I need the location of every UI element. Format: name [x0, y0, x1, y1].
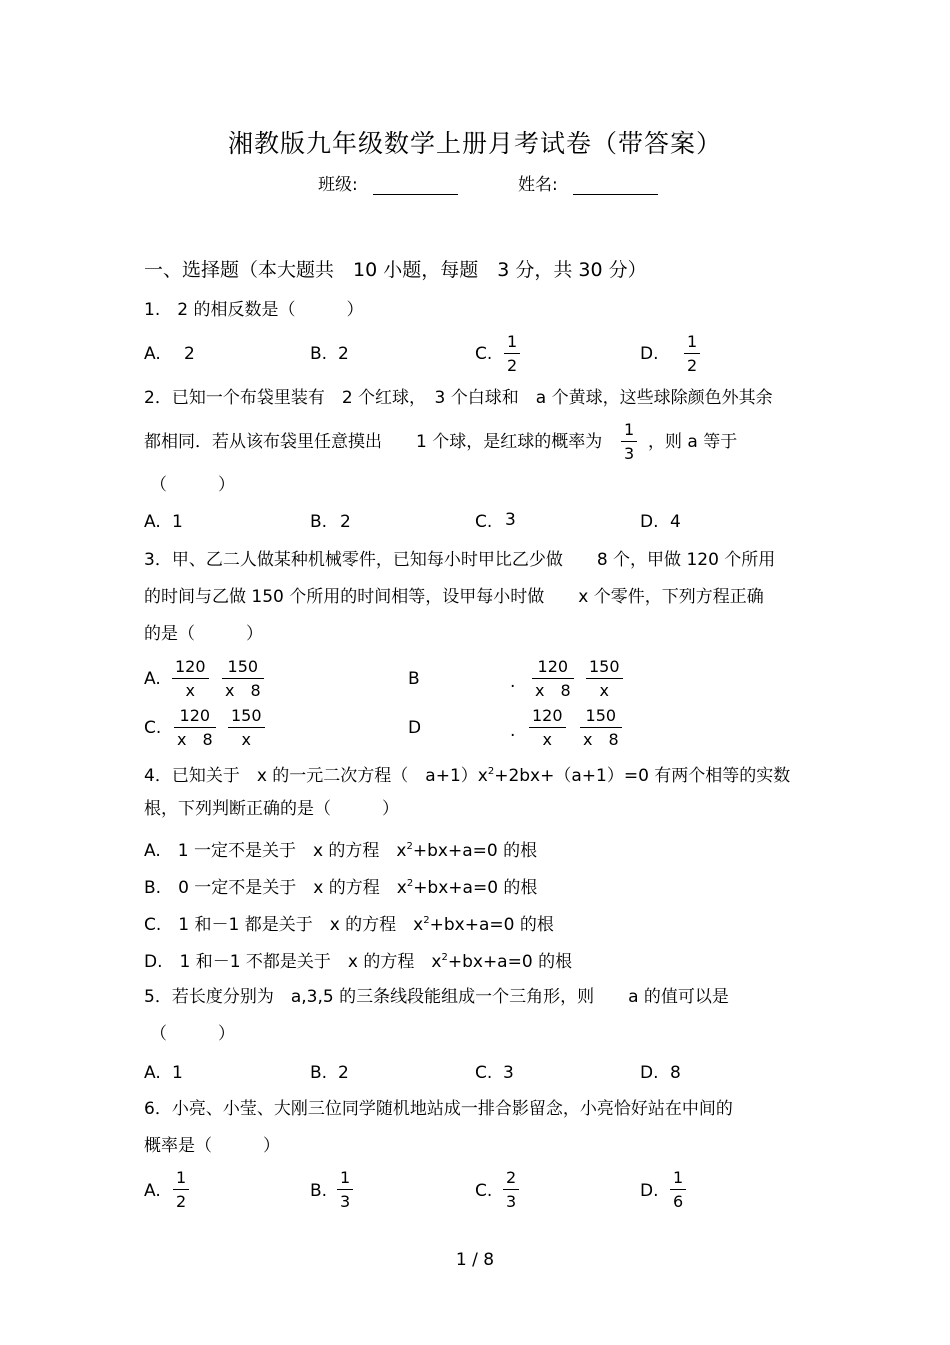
page-title: 湘教版九年级数学上册月考试卷（带答案） [227, 129, 722, 158]
option-text-cont: +bx+a=0 的根 [429, 915, 554, 935]
q2-line-2b: ，则 a 等于 [648, 432, 738, 452]
q5-line-2: （ ） [150, 1024, 235, 1044]
option-text: D. 1 和－1 不都是关于 x 的方程 x [144, 952, 442, 972]
q5-option-d-label: D. [640, 1063, 659, 1083]
q6-option-d-fraction [670, 1169, 686, 1211]
fraction-denominator: x [599, 681, 609, 700]
q3-option-d-fraction-right [580, 707, 622, 749]
fraction-denominator: x 8 [177, 730, 213, 749]
fraction-denominator: 6 [673, 1192, 684, 1211]
option-text: C. 1 和－1 都是关于 x 的方程 x [144, 915, 424, 935]
fraction-numerator: 120 [175, 657, 206, 676]
class-blank [373, 180, 458, 195]
section-heading: 一、选择题（本大题共 10 小题，每题 3 分，共 30 分） [144, 259, 647, 281]
class-label: 班级: [318, 175, 358, 195]
fraction-numerator: 1 [624, 420, 635, 439]
q3-option-a-fraction-right [222, 658, 264, 700]
superscript: 2 [423, 915, 430, 926]
fraction-numerator: 1 [673, 1168, 684, 1187]
q3-option-d-label: D [408, 718, 422, 738]
class-field [318, 175, 458, 195]
fraction-bar [670, 1189, 686, 1190]
q5-option-a-label: A. [144, 1063, 161, 1083]
q2-option-c-label: C. [475, 512, 493, 532]
superscript: 2 [406, 878, 414, 889]
q6-option-a-fraction [173, 1169, 189, 1211]
name-label: 姓名: [518, 175, 558, 195]
fraction-numerator: 1 [340, 1168, 351, 1187]
q6-option-c-label: C. [475, 1181, 493, 1201]
fraction-bar [337, 1189, 353, 1190]
fraction-denominator: 2 [507, 356, 518, 375]
fraction-bar [174, 727, 216, 728]
fraction-bar [586, 678, 623, 679]
q2-option-b-label: B. [310, 512, 328, 532]
fraction-numerator: 1 [176, 1168, 187, 1187]
q5-option-b-label: B. [310, 1063, 328, 1083]
q6-option-a-label: A. [144, 1181, 161, 1201]
q4-option-d [144, 948, 572, 972]
q5-line-1: 5．若长度分别为 a,3,5 的三条线段能组成一个三角形，则 a 的值可以是 [144, 987, 729, 1007]
fraction-numerator: 150 [231, 706, 262, 725]
option-text-cont: +bx+a=0 的根 [413, 878, 538, 898]
fraction-denominator: 2 [176, 1192, 187, 1211]
fraction-denominator: x 8 [535, 681, 571, 700]
q3-option-b-dot: . [510, 672, 516, 692]
q1-option-d-fraction [684, 333, 700, 375]
fraction-numerator: 120 [537, 657, 569, 676]
q2-option-a-label: A. [144, 512, 161, 532]
q5-option-c-label: C. [475, 1063, 493, 1083]
q3-option-c-fraction-right [228, 707, 265, 749]
q1-stem: 1. 2 的相反数是（ ） [144, 300, 364, 320]
q2-option-a: 1 [172, 512, 183, 532]
fraction-numerator: 150 [585, 706, 617, 725]
q5-option-b: 2 [338, 1063, 349, 1083]
q6-option-c-fraction [503, 1169, 519, 1211]
q1-option-d-label: D. [640, 344, 659, 364]
fraction-denominator: x [542, 730, 552, 749]
fraction-denominator: x [241, 730, 251, 749]
q2-option-d: 4 [670, 512, 681, 532]
fraction-bar [684, 353, 700, 354]
q2-line-1: 2．已知一个布袋里装有 2 个红球， 3 个白球和 a 个黄球，这些球除颜色外其余 [144, 388, 773, 408]
fraction-bar [621, 441, 637, 442]
q3-option-a-label: A. [144, 669, 161, 689]
q5-option-a: 1 [172, 1063, 183, 1083]
q4-line-1-text: 4．已知关于 x 的一元二次方程（ a+1）x [144, 766, 488, 786]
q5-option-c: 3 [503, 1063, 514, 1083]
q4-option-b [144, 874, 537, 898]
q2-option-c: 3 [505, 510, 516, 530]
q3-option-d-dot: . [510, 721, 516, 741]
fraction-numerator: 120 [179, 706, 211, 725]
q4-line-2: 根，下列判断正确的是（ ） [144, 799, 399, 819]
q3-option-a-fraction-left [172, 658, 209, 700]
q2-option-d-label: D. [640, 512, 659, 532]
q3-option-c-fraction-left [174, 707, 216, 749]
fraction-bar [529, 727, 566, 728]
fraction-numerator: 1 [507, 332, 518, 351]
q2-option-b: 2 [340, 512, 351, 532]
fraction-numerator: 150 [589, 657, 620, 676]
fraction-denominator: x 8 [583, 730, 619, 749]
fraction-bar [503, 1189, 519, 1190]
q4-line-1 [144, 762, 790, 786]
q3-line-1: 3．甲、乙二人做某种机械零件，已知每小时甲比乙少做 8 个，甲做 120 个所用 [144, 550, 776, 570]
q6-line-2: 概率是（ ） [144, 1136, 280, 1156]
q1-option-a: 2 [184, 344, 195, 364]
fraction-denominator: 3 [506, 1192, 517, 1211]
q2-line-2a: 都相同．若从该布袋里任意摸出 1 个球，是红球的概率为 [144, 432, 603, 452]
q1-option-b: 2 [338, 344, 349, 364]
page-number: 1 / 8 [455, 1250, 495, 1270]
q1-option-c-fraction [504, 333, 520, 375]
q4-option-c [144, 911, 554, 935]
q2-probability-fraction [621, 421, 637, 463]
q3-line-2: 的时间与乙做 150 个所用的时间相等，设甲每小时做 x 个零件，下列方程正确 [144, 587, 764, 607]
q3-option-b-label: B [408, 669, 420, 689]
q2-line-3: （ ） [150, 475, 235, 495]
q5-option-d: 8 [670, 1063, 681, 1083]
fraction-denominator: 3 [340, 1192, 351, 1211]
fraction-bar [173, 1189, 189, 1190]
q4-line-1-text-cont: +2bx+（a+1）=0 有两个相等的实数 [494, 766, 791, 786]
fraction-bar [228, 727, 265, 728]
fraction-numerator: 120 [532, 706, 563, 725]
option-text: A. 1 一定不是关于 x 的方程 x [144, 841, 407, 861]
fraction-denominator: x [185, 681, 195, 700]
fraction-numerator: 1 [687, 332, 698, 351]
superscript: 2 [441, 952, 448, 963]
q1-option-b-label: B. [310, 344, 328, 364]
fraction-denominator: x 8 [225, 681, 261, 700]
q3-option-b-fraction-right [586, 658, 623, 700]
q3-line-3: 的是（ ） [144, 624, 263, 644]
name-blank [573, 180, 658, 195]
superscript: 2 [406, 841, 413, 852]
q6-option-d-label: D. [640, 1181, 659, 1201]
option-text-cont: +bx+a=0 的根 [412, 841, 538, 861]
fraction-bar [222, 678, 264, 679]
q1-option-a-label: A. [144, 344, 161, 364]
fraction-bar [580, 727, 622, 728]
fraction-numerator: 2 [506, 1168, 517, 1187]
q3-option-d-fraction-left [529, 707, 566, 749]
option-text: B. 0 一定不是关于 x 的方程 x [144, 878, 407, 898]
q3-option-c-label: C. [144, 718, 162, 738]
fraction-numerator: 150 [227, 657, 259, 676]
q3-option-b-fraction-left [532, 658, 574, 700]
fraction-bar [504, 353, 520, 354]
q1-option-c-label: C. [475, 344, 493, 364]
superscript: 2 [487, 766, 495, 777]
q6-option-b-label: B. [310, 1181, 328, 1201]
q4-option-a [144, 837, 537, 861]
q6-line-1: 6．小亮、小莹、大刚三位同学随机地站成一排合影留念，小亮恰好站在中间的 [144, 1099, 733, 1119]
fraction-bar [172, 678, 209, 679]
fraction-bar [532, 678, 574, 679]
fraction-denominator: 2 [687, 356, 698, 375]
fraction-denominator: 3 [624, 444, 635, 463]
name-field [518, 175, 658, 195]
option-text-cont: +bx+a=0 的根 [447, 952, 573, 972]
q6-option-b-fraction [337, 1169, 353, 1211]
